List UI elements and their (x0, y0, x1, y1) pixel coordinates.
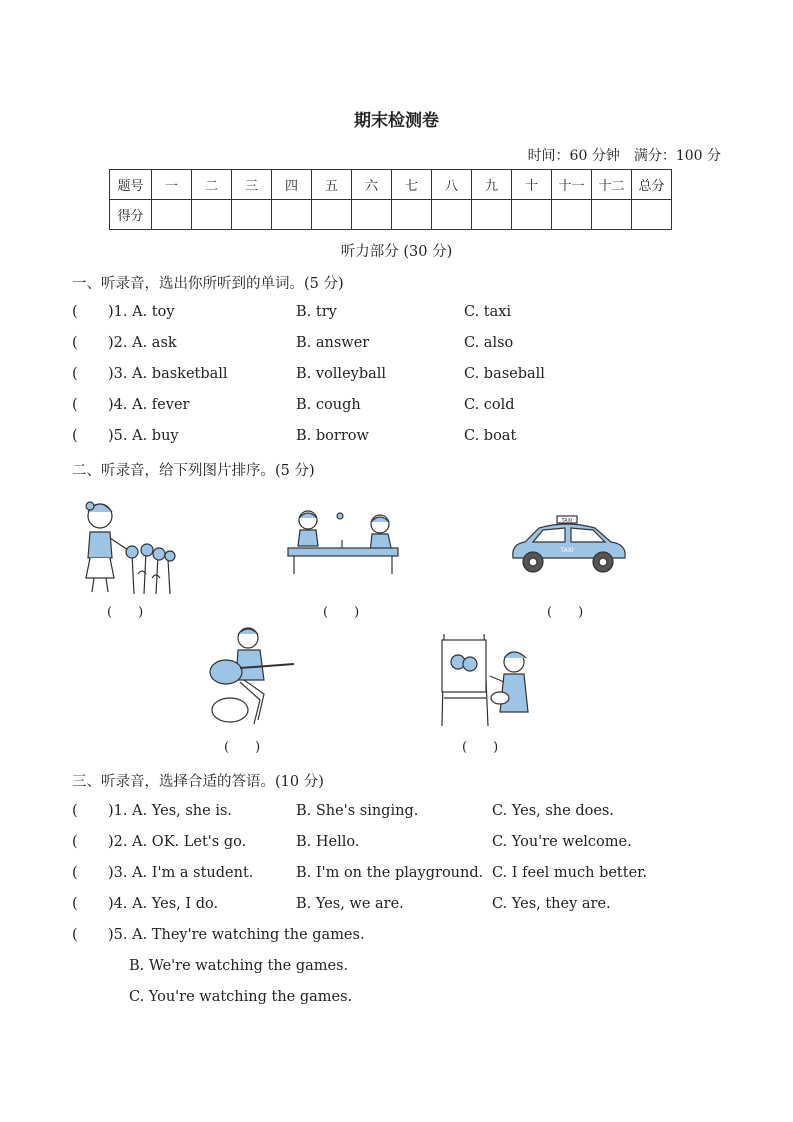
option-b: B. borrow (296, 428, 369, 444)
score-cell: 十 (512, 170, 552, 200)
score-cell: 题号 (110, 170, 152, 200)
option-c: C. boat (464, 428, 517, 444)
option-b: B. volleyball (296, 366, 387, 382)
score-cell: 八 (432, 170, 472, 200)
answer-paren-close: ) (108, 896, 114, 912)
option-a (108, 803, 232, 819)
option-c: C. Yes, she does. (492, 803, 614, 819)
picture-3-answer-blank[interactable]: ( ) (547, 605, 584, 620)
option-a-text: 3. A. I'm a student. (113, 865, 254, 881)
answer-paren-close: ) (108, 834, 114, 850)
picture-2-answer-blank[interactable]: ( ) (323, 605, 360, 620)
option-b: B. Yes, we are. (296, 896, 404, 912)
answer-paren-open[interactable]: ( (72, 865, 78, 881)
option-c: C. Yes, they are. (492, 896, 611, 912)
picture-5-answer-blank[interactable]: ( ) (462, 740, 499, 755)
option-a-text: 3. A. basketball (113, 366, 228, 382)
option-a (108, 397, 189, 413)
score-table-score-row (110, 200, 672, 230)
option-a (108, 366, 228, 382)
girl-watering-flowers-picture (72, 494, 184, 598)
score-input-cell[interactable] (432, 200, 472, 230)
answer-paren-close: ) (108, 428, 114, 444)
score-input-cell[interactable] (512, 200, 552, 230)
part2-heading: 二、听录音，给下列图片排序。(5 分) (72, 463, 315, 479)
option-a (108, 335, 177, 351)
option-a (108, 428, 179, 444)
option-a (108, 834, 246, 850)
option-c: C. also (464, 335, 514, 351)
listening-heading: 听力部分 (30 分) (340, 244, 453, 260)
score-input-cell[interactable] (272, 200, 312, 230)
option-a (108, 304, 175, 320)
part1-heading: 一、听录音，选出你所听到的单词。(5 分) (72, 276, 344, 292)
time-score-info: 时间：60 分钟 满分：100 分 (527, 148, 721, 164)
part3-q5-option-b: B. We're watching the games. (129, 958, 349, 974)
option-c: C. You're welcome. (492, 834, 632, 850)
part3-heading: 三、听录音，选择合适的答语。(10 分) (72, 774, 324, 790)
option-a-text: 5. A. buy (113, 428, 179, 444)
answer-paren-close: ) (108, 366, 114, 382)
score-row-label: 得分 (110, 200, 152, 230)
score-input-cell[interactable] (152, 200, 192, 230)
option-a (108, 865, 253, 881)
answer-paren-open[interactable]: ( (72, 896, 78, 912)
score-cell: 六 (352, 170, 392, 200)
answer-paren-open[interactable]: ( (72, 428, 78, 444)
score-cell: 二 (192, 170, 232, 200)
answer-paren-close: ) (108, 335, 114, 351)
answer-paren-close: ) (108, 397, 114, 413)
score-cell: 三 (232, 170, 272, 200)
score-input-cell[interactable] (392, 200, 432, 230)
score-cell: 总分 (632, 170, 672, 200)
answer-paren-open[interactable]: ( (72, 834, 78, 850)
option-b: B. try (296, 304, 337, 320)
option-a-text: 2. A. OK. Let's go. (113, 834, 247, 850)
answer-paren-open[interactable]: ( (72, 397, 78, 413)
option-b: B. Hello. (296, 834, 360, 850)
score-cell: 五 (312, 170, 352, 200)
page-title: 期末检测卷 (354, 111, 439, 131)
taxi-sign-text: TAXI (561, 518, 573, 524)
option-a-text: 2. A. ask (113, 335, 177, 351)
option-b: B. answer (296, 335, 370, 351)
option-c: C. I feel much better. (492, 865, 648, 881)
score-input-cell[interactable] (192, 200, 232, 230)
option-c: C. cold (464, 397, 515, 413)
score-cell: 一 (152, 170, 192, 200)
picture-4-answer-blank[interactable]: ( ) (224, 740, 261, 755)
answer-paren-close: ) (108, 927, 114, 943)
score-input-cell[interactable] (312, 200, 352, 230)
score-input-cell[interactable] (592, 200, 632, 230)
score-cell: 九 (472, 170, 512, 200)
girl-painting-picture (438, 632, 534, 728)
answer-paren-close: ) (108, 304, 114, 320)
answer-paren-close: ) (108, 803, 114, 819)
score-cell: 七 (392, 170, 432, 200)
score-input-cell[interactable] (552, 200, 592, 230)
option-b: B. She's singing. (296, 803, 419, 819)
answer-paren-open[interactable]: ( (72, 803, 78, 819)
option-a-text: 4. A. fever (113, 397, 190, 413)
score-cell: 十一 (552, 170, 592, 200)
option-c: C. baseball (464, 366, 545, 382)
score-table (109, 169, 672, 230)
answer-paren-open[interactable]: ( (72, 366, 78, 382)
option-c: C. taxi (464, 304, 512, 320)
answer-paren-close: ) (108, 865, 114, 881)
option-a-text: 5. A. They're watching the games. (113, 927, 365, 943)
option-a-text: 1. A. Yes, she is. (113, 803, 233, 819)
score-input-cell[interactable] (472, 200, 512, 230)
option-a-text: 1. A. toy (113, 304, 175, 320)
option-a (108, 896, 218, 912)
score-table-header-row (110, 170, 672, 200)
boy-playing-guitar-picture (204, 624, 298, 728)
option-b: B. cough (296, 397, 361, 413)
option-a (108, 927, 365, 943)
table-tennis-picture (284, 506, 408, 580)
score-input-cell[interactable] (632, 200, 672, 230)
option-b: B. I'm on the playground. (296, 865, 484, 881)
score-cell: 十二 (592, 170, 632, 200)
score-input-cell[interactable] (232, 200, 272, 230)
answer-paren-open[interactable]: ( (72, 335, 78, 351)
picture-1-answer-blank[interactable]: ( ) (107, 605, 144, 620)
part3-q5-option-c: C. You're watching the games. (129, 989, 353, 1005)
taxi-picture (505, 514, 631, 578)
score-input-cell[interactable] (352, 200, 392, 230)
answer-paren-open[interactable]: ( (72, 304, 78, 320)
taxi-door-text: TAXI (560, 547, 574, 554)
option-a-text: 4. A. Yes, I do. (113, 896, 219, 912)
score-cell: 四 (272, 170, 312, 200)
answer-paren-open[interactable]: ( (72, 927, 78, 943)
